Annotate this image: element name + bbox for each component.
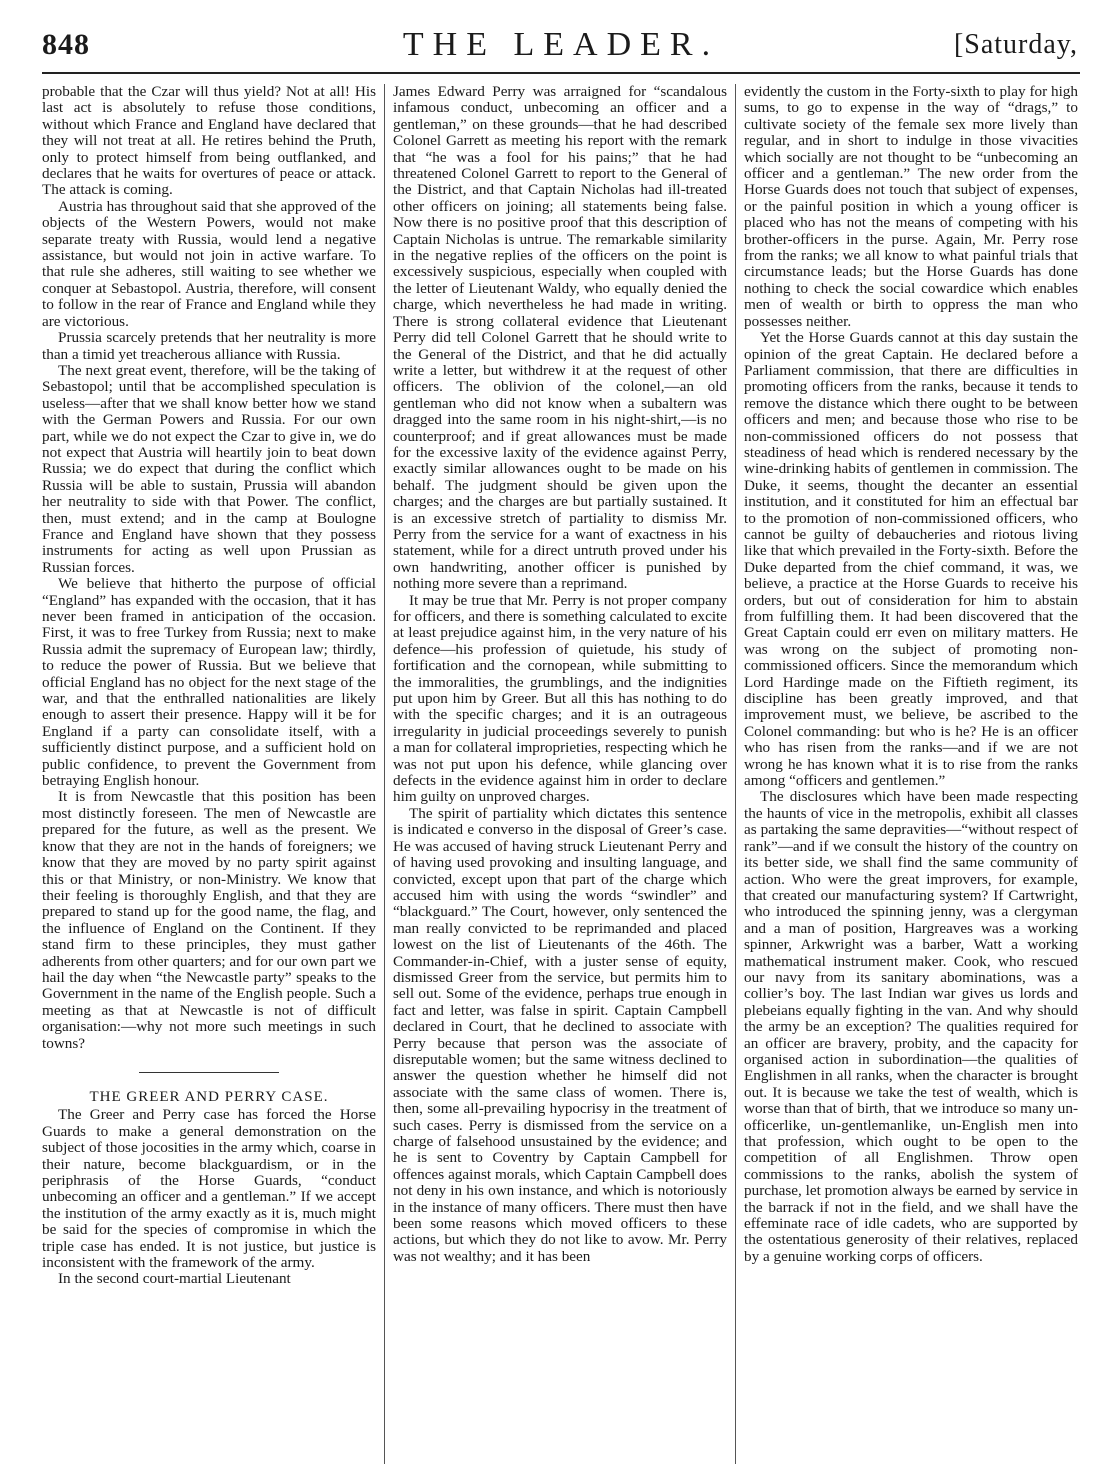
article-paragraph: We believe that hitherto the purpose of official “England” has expanded with the occasion, that it has never been framed in anticipation of the occasion. First, it was to free Turkey from Russia; next to make Russia admit the supremacy of European law; thirdly, to reduce the power of Russia. But we believe that official England has no object for the next stage of the war, and that the enthralled nationalities are likely enough to assert their presence. Happy will it be for England if a party can consolidate itself, with a sufficiently distinct purpose, and a sufficient hold on public confidence, to prevent the Government from betraying English honour.	[42, 575, 376, 790]
masthead	[42, 22, 1080, 74]
article-paragraph: The spirit of partiality which dictates this sentence is indicated e converso in the disposal of Greer’s case. He was accused of having struck Lieutenant Perry and of having used provoking and insulting language, and convicted, except upon that part of the charge which accused him with using the words “swindler” and “blackguard.” The Court, however, only sentenced the man really convicted to be reprimanded and placed lowest on the list of Lieutenants of the 46th. The Commander-in-Chief, with a juster sense of equity, dismissed Greer from the service, but permits him to sell out. Some of the evidence, perhaps true enough in fact and letter, was false in spirit. Captain Campbell declared in Court, that he declined to associate with Perry because that person was the associate of disreputable women; but the same witness declined to answer the question whether he himself did not associate with the same class of women. There is, then, some all-prevailing hypocrisy in the treatment of such cases. Perry is dismissed from the service on a charge of falsehood unsustained by the evidence; and he is sent to Coventry by Captain Campbell for offences against morals, which Captain Campbell does not deny in his own instance, and which is notoriously in the instance of many officers. There must then have been some reasons which moved officers to these actions, but which they do not like to avow. Mr. Perry was not wealthy; and it has been	[393, 804, 727, 1265]
section-divider	[139, 1072, 279, 1073]
article-paragraph: Yet the Horse Guards cannot at this day sustain the opinion of the great Captain. He declared before a Parliament commission, that there are difficulties in promoting officers from the ranks, because it tends to remove the distance which there ought to be between officers and men; and because those who rise to be non-commissioned officers do not possess that steadiness of head which is rendered necessary by the wine-drinking habits of gentlemen in commission. The Duke, it seems, thought the decanter an essential institution, and it constituted for him an effectual bar to the promotion of non-commissioned officers, who cannot be guilty of debaucheries and riotous living like that which prevailed in the Forty-sixth. Before the Duke departed from the chief command, it was, we believe, a practice at the Horse Guards to receive his orders, but out of consideration for him to abstain from fulfilling them. It had been discovered that the Great Captain could err even on military matters. He was wrong on the subject of promoting non-commissioned officers. Since the memorandum which Lord Hardinge made on the Fiftieth regiment, its discipline has been greatly improved, and that improvement must, we believe, be ascribed to the Colonel commanding: but who is he? He is an officer who has risen from the ranks—and if we are not wrong he has known what it is to rise from the ranks among “officers and gentlemen.”	[744, 329, 1078, 790]
paper-title: THE LEADER.	[402, 26, 720, 63]
column-divider	[735, 84, 736, 1464]
column-1	[42, 84, 376, 1464]
article-columns	[42, 84, 1080, 1464]
column-2	[393, 84, 727, 1464]
column-3	[744, 84, 1078, 1464]
article-paragraph: probable that the Czar will thus yield? Not at all! His last act is absolutely to refuse those conditions, without which France and England have declared that they will not treat at all. He retires behind the Pruth, only to protect himself from being outflanked, and declares that he waits for overtures of peace or attack. The attack is coming.	[42, 84, 376, 199]
newspaper-page	[42, 22, 1080, 1462]
article-paragraph: The disclosures which have been made respecting the haunts of vice in the metropolis, exhibit all classes as partaking the same depravities—“without respect of rank”—and if we consult the history of the country on its better side, we shall find the same community of action. Who were the great improvers, for example, that created our manufacturing system? If Cartwright, who introduced the spinning jenny, was a clergyman and a man of position, Hargreaves was a working spinner, Arkwright was a barber, Watt a working mathematical instrument maker. Cook, who rescued our navy from its sanitary abominations, was a collier’s boy. The last Indian war gives us lords and plebeians equally fighting in the van. And why should the army be an exception? The qualities required for an officer are bravery, probity, and the capacity for organised action in subordination—the qualities of Englishmen in all ranks, when the character is brought out. It is because we take the test of wealth, which is worse than that of birth, that we introduce so many un-officerlike, un-gentlemanlike, un-English men into that profession, which ought to be open to the competition of all Englishmen. Throw open commissions to the ranks, abolish the system of purchase, let promotion always be earned by service in the barrack if not in the field, and we shall have the effeminate race of idle cadets, who are supported by the ostentatious generosity of their relatives, replaced by a genuine working corps of officers.	[744, 788, 1078, 1265]
column-divider	[384, 84, 385, 1464]
article-paragraph: In the second court-martial Lieutenant	[58, 1270, 291, 1288]
article-paragraph: It may be true that Mr. Perry is not proper company for officers, and there is something calculated to excite at least prejudice against him, in the very nature of his defence—his profession of quietude, his study of fortification and the cornopean, while submitting to the immoralities, the grumblings, and the indignities put upon him by Greer. But all this has nothing to do with the specific charges; and it is an outrageous irregularity in judicial proceedings severely to punish a man for collateral improprieties, respecting which he was not put upon his defence, while glancing over defects in the evidence against him in order to declare him guilty on unproved charges.	[393, 591, 727, 806]
section-heading: THE GREER AND PERRY CASE.	[89, 1088, 329, 1105]
page-number: 848	[42, 28, 90, 61]
article-paragraph: evidently the custom in the Forty-sixth to play for high sums, to go to expense in the way of “drags,” to cultivate society of the female sex more lively than regular, and in short to indulge in those vivacities which socially are not thought to be “unbecoming an officer and a gentleman.” The new order from the Horse Guards does not touch that subject of expenses, or the painful position in which a young officer is placed who has not the means of competing with his brother-officers in the purse. Again, Mr. Perry rose from the ranks; we all know to what painful trials that circumstance leads; but the Horse Guards has done nothing to check the social cowardice which enables men of wealth or birth to oppress the man who possesses neither.	[744, 84, 1078, 330]
article-paragraph: It is from Newcastle that this position has been most distinctly foreseen. The men of Newcastle are prepared for the future, as well as the present. We know that they are not in the hands of foreigners; we know that they are moved by no party spirit against this or that Ministry, or non-Ministry. We know that their feeling is thoroughly English, and that they are prepared to stand up for the good name, the flag, and the influence of England on the Continent. If they stand firm to these principles, they must gather adherents from other quarters; and for our own part we hail the day when “the Newcastle party” speaks to the Government in the name of the English people. Such a meeting as that at Newcastle is not of difficult organisation:—why not more such meetings in such towns?	[42, 788, 376, 1052]
article-paragraph: James Edward Perry was arraigned for “scandalous infamous conduct, unbecoming an officer and a gentleman,” on these grounds—that he had described Colonel Garrett as meeting his report with the remark that “he was a fool for his pains;” that he had threatened Colonel Garrett to report to the General of the District, and that Captain Nicholas had ill-treated other officers on joining; all statements being false. Now there is no positive proof that this description of Captain Nicholas is untrue. The remarkable similarity in the negative replies of the officers on the point is excessively suspicious, especially when coupled with the letter of Lieutenant Waldy, who equally denied the charge, which nevertheless he had made in writing. There is strong collateral evidence that Lieutenant Perry did tell Colonel Garrett that he should write to the General of the District, and that he did actually write a letter, but withdrew it at the request of other officers. The oblivion of the colonel,—an old gentleman who did not know when a subaltern was dragged into the same room in his night-shirt,—is no counterproof; and if great allowances must be made for the excessive laxity of the evidence against Perry, exactly similar allowances ought to be made on his behalf. The judgment should be given upon the charges; and the charges are but partially sustained. It is an excessive stretch of partiality to dismiss Mr. Perry from the service for a want of exactness in his statement, while for a direct untruth proved under his own handwriting, another officer is punished by nothing more severe than a reprimand.	[393, 84, 727, 593]
article-paragraph: Austria has throughout said that she approved of the objects of the Western Powers, would not make separate treaty with Russia, would lend a negative assistance, but would not join in active warfare. To that rule she adheres, still waiting to see whether we conquer at Sebastopol. Austria, therefore, will consent to follow in the rear of France and England while they are victorious.	[42, 197, 376, 330]
article-paragraph: The Greer and Perry case has forced the Horse Guards to make a general demonstration on the subject of those jocosities in the army which, coarse in their nature, become blackguardism, or in the periphrasis of the Horse Guards, “conduct unbecoming an officer and a gentleman.” If we accept the institution of the army exactly as it is, much might be said for the species of compromise in which the triple case has ended. It is not justice, but justice is inconsistent with the framework of the army.	[42, 1106, 376, 1272]
article-paragraph: The next great event, therefore, will be the taking of Sebastopol; until that be accomplished speculation is useless—after that we shall know better how we stand with the German Powers and Russia. For our own part, while we do not expect the Czar to give in, we do not expect that Austria will heartily join to beat down Russia; we do expect that during the conflict which Russia will be able to sustain, Prussia will abandon her neutrality to side with that Power. The conflict, then, must extend; and in the camp at Boulogne France and England have shown that they possess instruments for acting as well upon Prussian as Russian forces.	[42, 361, 376, 576]
issue-day-label: [Saturday,	[953, 29, 1078, 60]
article-paragraph: Prussia scarcely pretends that her neutrality is more than a timid yet treacherous alliance with Russia.	[42, 329, 376, 363]
